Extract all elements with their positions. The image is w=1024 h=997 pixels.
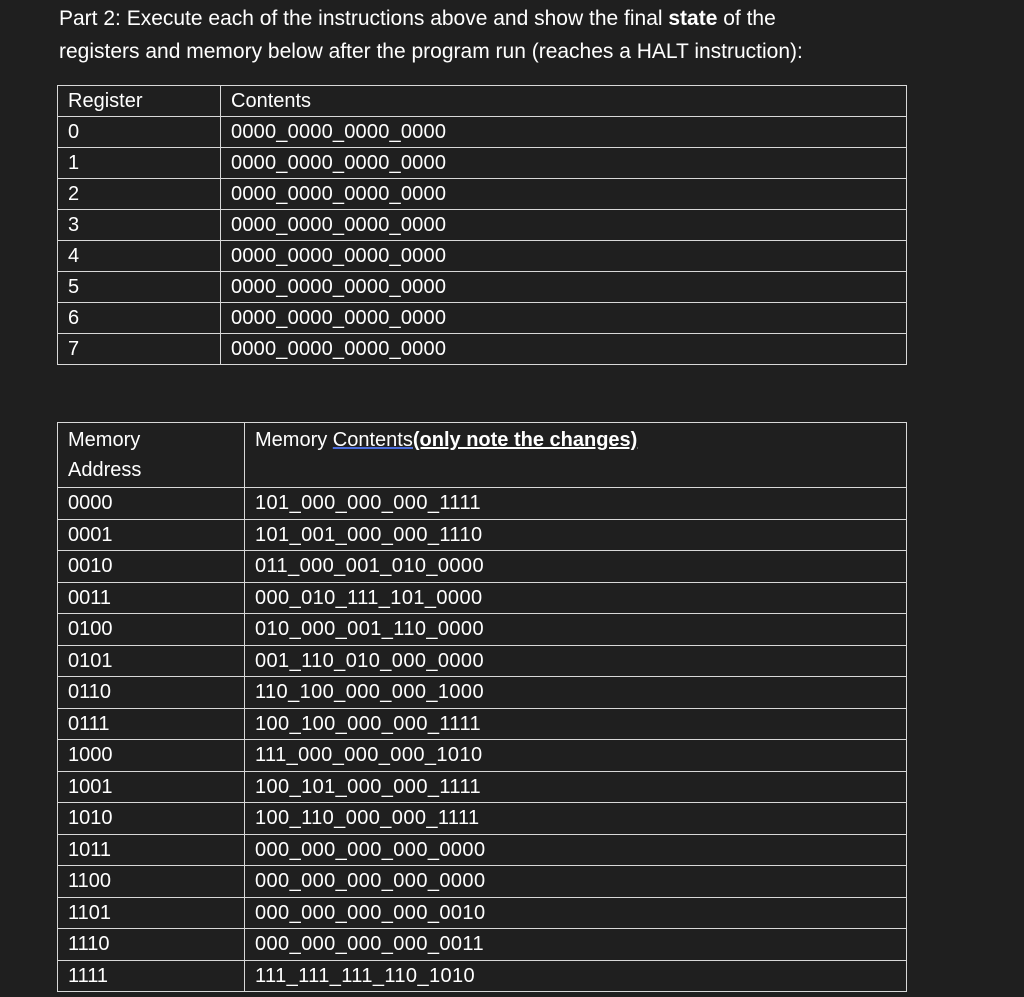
memory-contents[interactable]: 101_001_000_000_1110 xyxy=(245,519,907,551)
register-table xyxy=(57,85,907,365)
table-row xyxy=(58,740,907,772)
memory-contents[interactable]: 000_000_000_000_0000 xyxy=(245,866,907,898)
memory-contents[interactable]: 100_110_000_000_1111 xyxy=(245,803,907,835)
memory-contents[interactable]: 010_000_001_110_0000 xyxy=(245,614,907,646)
table-row xyxy=(58,334,907,365)
register-number: 7 xyxy=(58,334,221,365)
memory-address-header-line: Memory xyxy=(68,429,141,451)
memory-contents[interactable]: 000_010_111_101_0000 xyxy=(245,582,907,614)
register-contents[interactable]: 0000_0000_0000_0000 xyxy=(221,210,907,241)
register-contents[interactable]: 0000_0000_0000_0000 xyxy=(221,117,907,148)
table-row xyxy=(58,929,907,961)
memory-contents-header-word: Contents xyxy=(332,429,413,451)
memory-contents[interactable]: 000_000_000_000_0000 xyxy=(245,834,907,866)
register-contents[interactable]: 0000_0000_0000_0000 xyxy=(221,303,907,334)
instructions-text xyxy=(59,0,959,68)
table-row xyxy=(58,488,907,520)
memory-address: 0100 xyxy=(58,614,245,646)
table-row xyxy=(58,834,907,866)
table-row xyxy=(58,897,907,929)
memory-address: 0101 xyxy=(58,645,245,677)
memory-contents[interactable]: 101_000_000_000_1111 xyxy=(245,488,907,520)
memory-contents[interactable]: 001_110_010_000_0000 xyxy=(245,645,907,677)
memory-address: 1000 xyxy=(58,740,245,772)
table-row xyxy=(58,771,907,803)
instructions-line-1 xyxy=(59,2,959,35)
register-number: 6 xyxy=(58,303,221,334)
contents-column-header: Contents xyxy=(221,86,907,117)
memory-address: 0011 xyxy=(58,582,245,614)
register-number: 1 xyxy=(58,148,221,179)
memory-address: 0010 xyxy=(58,551,245,583)
memory-address: 1001 xyxy=(58,771,245,803)
memory-contents[interactable]: 111_000_000_000_1010 xyxy=(245,740,907,772)
table-row xyxy=(58,148,907,179)
memory-address-column-header xyxy=(58,423,245,488)
table-row xyxy=(58,708,907,740)
memory-contents-header-note: (only note the changes) xyxy=(412,429,638,451)
memory-address: 1101 xyxy=(58,897,245,929)
memory-address: 0111 xyxy=(58,708,245,740)
table-row xyxy=(58,960,907,992)
memory-address: 1100 xyxy=(58,866,245,898)
table-row xyxy=(58,179,907,210)
memory-address: 1110 xyxy=(58,929,245,961)
memory-address: 0110 xyxy=(58,677,245,709)
register-number: 0 xyxy=(58,117,221,148)
memory-table-header xyxy=(58,423,907,488)
memory-address: 0000 xyxy=(58,488,245,520)
table-row xyxy=(58,614,907,646)
table-row xyxy=(58,645,907,677)
table-row xyxy=(58,117,907,148)
instructions-text-part: of the xyxy=(717,7,776,30)
table-row xyxy=(58,677,907,709)
memory-address: 1111 xyxy=(58,960,245,992)
instructions-bold-word: state xyxy=(668,7,718,30)
register-column-header: Register xyxy=(58,86,221,117)
memory-contents[interactable]: 110_100_000_000_1000 xyxy=(245,677,907,709)
table-row xyxy=(58,241,907,272)
memory-contents[interactable]: 100_100_000_000_1111 xyxy=(245,708,907,740)
memory-contents-column-header xyxy=(245,423,907,488)
register-contents[interactable]: 0000_0000_0000_0000 xyxy=(221,334,907,365)
instructions-line-2: registers and memory below after the program run (reaches a HALT instruction): xyxy=(59,40,803,63)
register-number: 5 xyxy=(58,272,221,303)
instructions-text-part: Part 2: Execute each of the instructions above and show the final xyxy=(59,7,669,30)
memory-address-header-line: Address xyxy=(68,459,142,481)
memory-contents[interactable]: 011_000_001_010_0000 xyxy=(245,551,907,583)
memory-address: 0001 xyxy=(58,519,245,551)
register-contents[interactable]: 0000_0000_0000_0000 xyxy=(221,179,907,210)
memory-contents[interactable]: 000_000_000_000_0010 xyxy=(245,897,907,929)
register-contents[interactable]: 0000_0000_0000_0000 xyxy=(221,272,907,303)
memory-table xyxy=(57,422,907,992)
table-row xyxy=(58,866,907,898)
register-table-header xyxy=(58,86,907,117)
register-contents[interactable]: 0000_0000_0000_0000 xyxy=(221,148,907,179)
register-contents[interactable]: 0000_0000_0000_0000 xyxy=(221,241,907,272)
table-row xyxy=(58,272,907,303)
table-row xyxy=(58,582,907,614)
table-row xyxy=(58,551,907,583)
register-number: 2 xyxy=(58,179,221,210)
register-number: 4 xyxy=(58,241,221,272)
memory-contents[interactable]: 111_111_111_110_1010 xyxy=(245,960,907,992)
memory-contents[interactable]: 100_101_000_000_1111 xyxy=(245,771,907,803)
table-row xyxy=(58,519,907,551)
memory-contents[interactable]: 000_000_000_000_0011 xyxy=(245,929,907,961)
memory-contents-header-prefix: Memory xyxy=(255,429,333,451)
memory-address: 1011 xyxy=(58,834,245,866)
table-row xyxy=(58,303,907,334)
table-row xyxy=(58,803,907,835)
table-row xyxy=(58,210,907,241)
memory-address: 1010 xyxy=(58,803,245,835)
register-number: 3 xyxy=(58,210,221,241)
